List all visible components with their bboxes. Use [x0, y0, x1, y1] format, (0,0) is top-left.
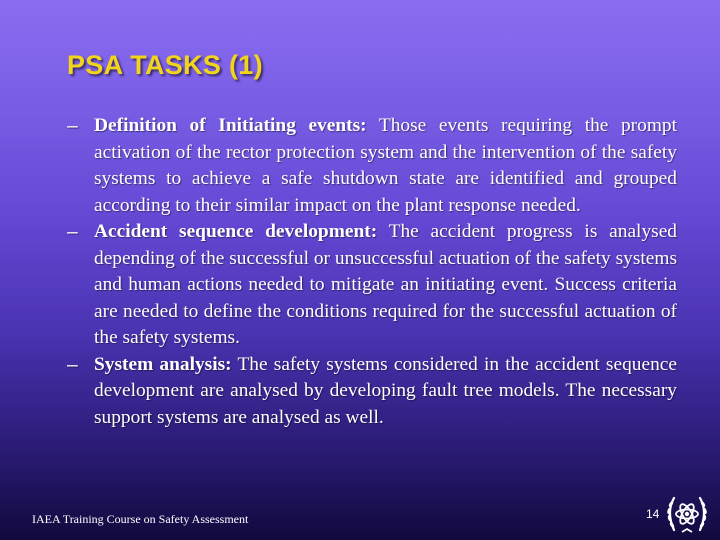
- bullet-system-analysis: [67, 352, 677, 432]
- bullet-text: Those events requiring the prompt activation of the rector protection system and the intervention of the safety systems to achieve a safe shutdown state are identified and grouped according to their similar impact on the plant response needed.: [94, 115, 677, 216]
- slide-title: PSA TASKS (1): [67, 50, 263, 80]
- footer-course-title: IAEA Training Course on Safety Assessment: [32, 512, 249, 526]
- bullet-list: [67, 113, 677, 431]
- bullet-term: Definition of Initiating events:: [94, 115, 367, 136]
- bullet-dash: –: [67, 353, 78, 376]
- bullet-text: The safety systems considered in the accident sequence development are analysed by developing fault tree models. The necessary support systems are analysed as well.: [94, 353, 677, 428]
- bullet-term: System analysis:: [94, 353, 232, 375]
- page-number: 14: [646, 507, 660, 521]
- bullet-dash: –: [67, 221, 78, 243]
- iaea-logo-icon: [662, 492, 712, 536]
- bullet-dash: –: [67, 115, 78, 137]
- bullet-accident-sequence: [67, 219, 677, 352]
- bullet-initiating-events: [67, 113, 677, 219]
- bullet-text: The accident progress is analysed depending of the successful or unsuccessful actuation of the safety systems and human actions needed to mitigate an initiating event. Success criteria are needed to define the conditions required for the successful actuation of the safety systems.: [94, 221, 677, 348]
- bullet-term: Accident sequence development:: [94, 221, 378, 242]
